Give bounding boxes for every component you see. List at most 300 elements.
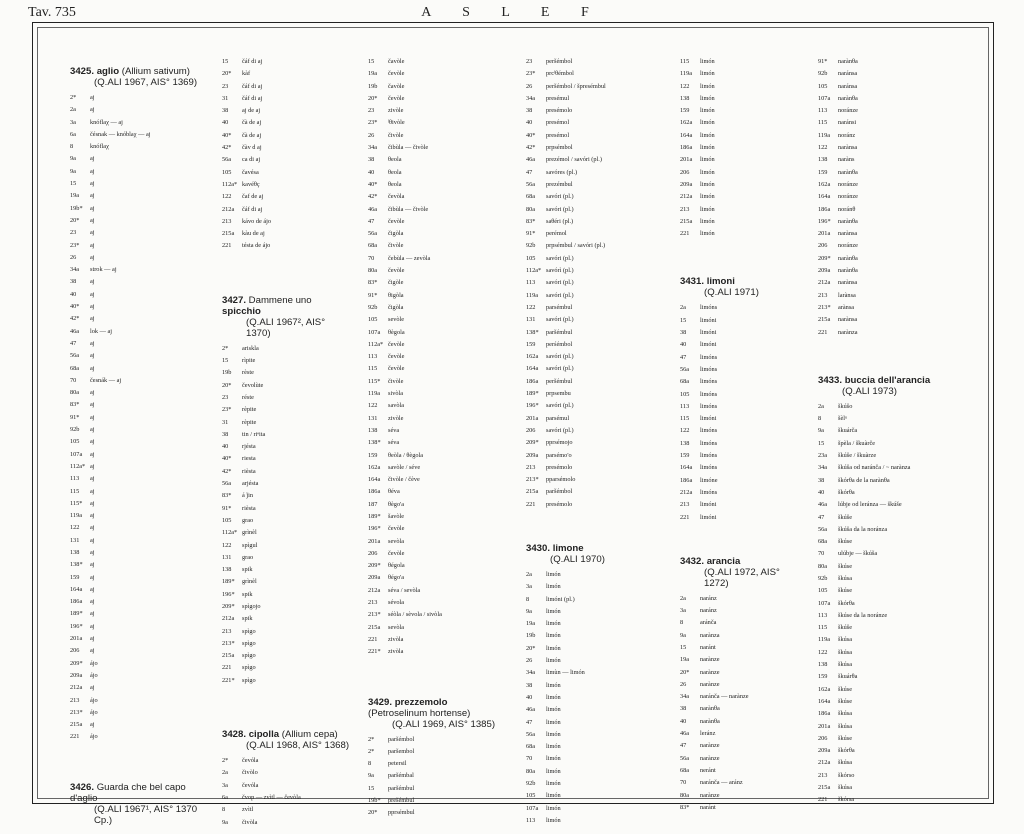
locality-code: 138 [680, 439, 690, 447]
dialect-form: aj [90, 401, 95, 409]
form-row [70, 721, 198, 733]
locality-code: 83* [222, 492, 232, 500]
form-row [222, 578, 352, 590]
dialect-form: čevòle [388, 94, 405, 102]
dialect-form: presémol [546, 119, 570, 127]
locality-code: 83* [680, 803, 690, 811]
dialect-form: pprsémbul [388, 809, 415, 817]
locality-code: 115 [368, 365, 378, 373]
form-row [70, 229, 198, 241]
locality-code: 40* [222, 131, 232, 139]
dialect-form: ájo [90, 708, 98, 716]
dialect-form: prezémbul [546, 180, 573, 188]
form-row [526, 255, 656, 267]
form-row [70, 660, 198, 672]
locality-code: 15 [680, 316, 687, 324]
dialect-form: spik [242, 615, 253, 623]
locality-code: 91* [222, 504, 232, 512]
locality-code: 213* [222, 639, 235, 647]
dialect-form: čebùla — zevòla [388, 254, 431, 262]
form-row [818, 83, 958, 95]
dialect-form: rìpite [242, 357, 256, 365]
locality-code: 2* [222, 757, 229, 765]
locality-code: 215a [680, 217, 693, 225]
entry-heading [222, 295, 352, 339]
dialect-form: savóri (pl.) [546, 316, 574, 324]
form-row [680, 169, 805, 181]
dialect-form: arànsa [838, 303, 855, 311]
dialect-form: naránča — narànze [700, 693, 749, 701]
form-row [818, 193, 958, 205]
locality-code: 23* [70, 241, 80, 249]
form-row [526, 365, 656, 377]
locality-code: 201a [818, 722, 831, 730]
locality-code: 2* [222, 344, 229, 352]
locality-code: 159 [526, 340, 536, 348]
form-row [70, 119, 198, 131]
form-row [680, 181, 805, 193]
form-row [680, 156, 805, 168]
form-row [818, 636, 958, 648]
form-row [680, 354, 805, 366]
locality-code: 40 [222, 443, 229, 451]
form-row [70, 414, 198, 426]
atlas-title: A S L E F [421, 5, 603, 20]
form-row [222, 357, 352, 369]
form-row [680, 70, 805, 82]
form-row [818, 550, 958, 562]
form-row [222, 529, 352, 541]
plate-number: Tav. 735 [28, 5, 76, 20]
dialect-form: aránča [700, 619, 717, 627]
locality-code: 138 [70, 548, 80, 556]
dialect-form: narànθa [838, 168, 858, 176]
locality-code: 23 [222, 393, 229, 401]
form-row [680, 83, 805, 95]
form-row [222, 107, 352, 119]
form-row [526, 731, 656, 743]
locality-code: 189* [526, 390, 539, 398]
form-row [526, 230, 656, 242]
entry-source: (Q.ALI 1967, AIS° 1369) [94, 77, 198, 88]
locality-code: 19b [368, 82, 378, 90]
form-row [70, 512, 198, 524]
locality-code: 38 [680, 329, 687, 337]
locality-code: 34a [818, 464, 828, 472]
form-row [680, 218, 805, 230]
locality-code: 9a [70, 167, 76, 175]
entry-lemma: buccia dell'arancia [844, 374, 931, 386]
dialect-form: aj [90, 106, 95, 114]
form-row [526, 341, 656, 353]
locality-code: 119a [818, 131, 831, 139]
dialect-form: aj de aj [242, 107, 261, 115]
dialect-form: rièsta [242, 467, 256, 475]
dialect-form: limón [546, 657, 561, 665]
form-row [368, 636, 498, 648]
locality-code: 2a [526, 570, 532, 578]
locality-code: 68a [818, 538, 828, 546]
form-row [222, 455, 352, 467]
dialect-form: čivòla [242, 818, 258, 826]
entry-number: 3427. [222, 294, 247, 306]
dialect-form: narànθa [700, 705, 720, 713]
form-row [680, 452, 805, 464]
locality-code: 164a [818, 697, 831, 705]
form-row [222, 677, 352, 689]
form-row [818, 415, 958, 427]
form-row [70, 131, 198, 143]
locality-code: 56a [818, 525, 828, 533]
dialect-form: perśémbol [546, 340, 573, 348]
locality-code: 209* [70, 659, 83, 667]
locality-code: 105 [818, 587, 828, 595]
dialect-form: limóni (pl.) [546, 595, 575, 603]
form-row [818, 489, 958, 501]
locality-code: 46a [818, 501, 828, 509]
locality-code: 215a [222, 230, 235, 238]
form-row [222, 615, 352, 627]
dialect-form: čivòle [388, 377, 404, 385]
dialect-form: narànθa [838, 254, 858, 262]
locality-code: 209a [70, 671, 83, 679]
locality-code: 138 [222, 566, 232, 574]
form-row [526, 132, 656, 144]
locality-code: 20* [526, 644, 536, 652]
dialect-form: limóns [700, 488, 718, 496]
form-row [680, 366, 805, 378]
dialect-form: paršémbul [546, 328, 573, 336]
form-row [680, 656, 805, 668]
dialect-form: česnák — aj [90, 376, 122, 384]
form-row [368, 119, 498, 131]
locality-code: 164a [818, 193, 831, 201]
locality-code: 209* [368, 562, 381, 570]
form-row [70, 168, 198, 180]
locality-code: 3a [526, 583, 532, 591]
form-row [222, 443, 352, 455]
entry-lemma: cipolla [248, 729, 280, 741]
locality-code: 26 [526, 657, 533, 665]
form-row [70, 155, 198, 167]
locality-code: 8 [222, 806, 226, 814]
locality-code: 159 [70, 573, 80, 581]
dialect-form: presémolo [546, 463, 573, 471]
dialect-form: aj [90, 352, 95, 360]
form-row [70, 365, 198, 377]
form-row [368, 341, 498, 353]
locality-code: 70 [368, 254, 375, 262]
dialect-form: limón [546, 767, 561, 775]
dialect-form: spik [242, 590, 253, 598]
locality-code: 213 [368, 599, 378, 607]
dialect-form: čigòla [388, 230, 404, 238]
dialect-form: limón [546, 755, 561, 763]
entry-heading [526, 543, 656, 565]
dialect-form: narànθa [838, 58, 858, 65]
locality-code: 40 [526, 119, 533, 127]
page-header [0, 0, 1024, 22]
locality-code: 159 [680, 452, 690, 460]
locality-code: 105 [368, 316, 378, 324]
locality-code: 19b* [368, 797, 381, 805]
dialect-form: limón [546, 718, 561, 726]
locality-code: 119a [818, 636, 831, 644]
dialect-form: čésnak — knóblaχ — aj [90, 130, 151, 138]
form-row [818, 735, 958, 747]
dialect-form: parsémbul [546, 303, 573, 311]
form-row [222, 794, 352, 806]
locality-code: 38 [222, 107, 229, 115]
dialect-form: šèlᵘ [838, 415, 848, 423]
dialect-form: knóflaχ [90, 143, 109, 151]
dialect-form: limón [700, 82, 715, 90]
form-row [818, 206, 958, 218]
dialect-form: limón [546, 583, 561, 591]
locality-code: 8 [680, 619, 684, 627]
form-row [70, 537, 198, 549]
dialect-form: škúše [838, 624, 852, 632]
locality-code: 31 [222, 94, 229, 102]
locality-code: 20* [222, 381, 232, 389]
dialect-form: aj [90, 622, 95, 630]
locality-code: 46a [680, 730, 690, 738]
form-row [368, 242, 498, 254]
locality-code: 68a [526, 193, 536, 201]
form-row [368, 415, 498, 427]
form-row [526, 719, 656, 731]
form-row [368, 390, 498, 402]
form-row [70, 488, 198, 500]
form-row [70, 242, 198, 254]
locality-code: 20* [368, 809, 378, 817]
locality-code: 186a [818, 710, 831, 718]
locality-code: 9a [818, 427, 824, 435]
form-row [368, 58, 498, 70]
locality-code: 42* [222, 144, 232, 152]
form-row [680, 619, 805, 631]
form-row [526, 768, 656, 780]
form-row [70, 574, 198, 586]
form-row [222, 628, 352, 640]
locality-code: 34a [70, 266, 80, 274]
dialect-form: škúse da la noránze [838, 611, 888, 619]
dialect-form: čáf di aj [242, 58, 263, 65]
dialect-form: čivòlo [242, 769, 258, 777]
form-row [680, 792, 805, 804]
dialect-form: aj [90, 253, 95, 261]
dialect-form: savóri (pl.) [546, 353, 574, 361]
dialect-form: škúse [838, 538, 852, 546]
dialect-form: savóri (pl.) [546, 254, 574, 262]
entry-lemma: arancia [706, 555, 741, 567]
dialect-form: noránze [838, 180, 858, 188]
locality-code: 138* [526, 328, 539, 336]
entry-heading [70, 66, 198, 88]
locality-code: 122 [818, 648, 828, 656]
dialect-form: limón [546, 644, 561, 652]
form-row [368, 316, 498, 328]
locality-code: 40 [526, 693, 533, 701]
locality-code: 138* [70, 561, 83, 569]
dialect-form: aj [90, 364, 95, 372]
form-row [680, 464, 805, 476]
dialect-form: arjésta [242, 480, 259, 488]
form-row [526, 501, 656, 513]
entry-number: 3425. [70, 66, 95, 77]
locality-code: 56a [368, 230, 378, 238]
form-row [680, 95, 805, 107]
dialect-form: zivòle [388, 107, 404, 115]
form-row [818, 710, 958, 722]
dialect-form: čà de aj [242, 119, 262, 127]
dialect-form: petersil [388, 760, 407, 768]
locality-code: 115 [680, 58, 690, 65]
dialect-form: paršémbol [388, 735, 415, 743]
form-row [70, 524, 198, 536]
dialect-form: θigòla [388, 291, 404, 299]
locality-code: 3a [222, 781, 228, 789]
form-row [70, 340, 198, 352]
dialect-form: aj [90, 524, 95, 532]
form-row [222, 218, 352, 230]
dialect-form: aj [90, 647, 95, 655]
locality-code: 159 [818, 673, 828, 681]
form-row [680, 206, 805, 218]
dialect-form: limóns [700, 402, 718, 410]
dialect-form: škórθa [838, 488, 855, 496]
locality-code: 42* [526, 144, 536, 152]
dialect-form: narànza [700, 631, 720, 639]
locality-code: 34a [526, 94, 536, 102]
form-row [818, 563, 958, 575]
form-row [818, 304, 958, 316]
dialect-form: aj [90, 389, 95, 397]
dialect-form: prpsémbul / savóri (pl.) [546, 242, 606, 250]
dialect-form: škuárča [838, 427, 858, 435]
locality-code: 40* [222, 455, 232, 463]
form-row [368, 132, 498, 144]
locality-code: 105 [818, 82, 828, 90]
dialect-form: strok — aj [90, 266, 117, 274]
dialect-form: rjésta [242, 443, 256, 451]
form-row [368, 809, 498, 821]
form-row [70, 205, 198, 217]
dialect-form: noránz [838, 131, 856, 139]
locality-code: 15 [368, 58, 375, 65]
dialect-form: savóri (pl.) [546, 365, 574, 373]
form-row [818, 649, 958, 661]
dialect-form: aj [90, 438, 95, 446]
locality-code: 215a [70, 721, 83, 729]
form-row [680, 477, 805, 489]
dialect-form: čibùla — čivòle [388, 144, 429, 152]
form-row [368, 611, 498, 623]
dialect-form: škúsa [838, 574, 852, 582]
form-row [526, 316, 656, 328]
dialect-form: čevòle [388, 525, 405, 533]
locality-code: 115 [70, 487, 80, 495]
locality-code: 47 [818, 513, 825, 521]
locality-code: 221 [818, 796, 828, 804]
locality-code: 162a [818, 180, 831, 188]
dialect-form: limón [546, 620, 561, 628]
locality-code: 113 [526, 279, 536, 287]
locality-code: 164a [70, 585, 83, 593]
locality-code: 9a [526, 607, 532, 615]
entry-heading [368, 697, 498, 730]
dialect-form: narànθa [700, 717, 720, 725]
dialect-form: aj [90, 499, 95, 507]
dialect-form: limón [700, 193, 715, 201]
locality-code: 15 [680, 643, 687, 651]
form-row [222, 566, 352, 578]
locality-code: 187 [368, 500, 378, 508]
dialect-form: čavòle [388, 82, 405, 90]
dialect-form: prcˡθémbol [546, 70, 574, 78]
locality-code: 26 [70, 253, 77, 261]
form-row [70, 438, 198, 450]
locality-code: 47 [526, 718, 533, 726]
form-row [818, 747, 958, 759]
locality-code: 186a [70, 598, 83, 606]
locality-code: 212a [680, 193, 693, 201]
locality-code: 221* [368, 648, 381, 656]
dialect-form: savóri (pl.) [546, 402, 574, 410]
dialect-form: limón [700, 131, 715, 139]
locality-code: 162a [680, 119, 693, 127]
dialect-form: narànθa [838, 94, 858, 102]
locality-code: 20* [70, 216, 80, 224]
locality-code: 162a [526, 353, 539, 361]
form-row [368, 83, 498, 95]
locality-code: 212a [818, 759, 831, 767]
form-row [368, 218, 498, 230]
locality-code: 201a [818, 230, 831, 238]
locality-code: 209* [222, 602, 235, 610]
locality-code: 40 [222, 119, 229, 127]
form-row [222, 782, 352, 794]
form-row [368, 538, 498, 550]
locality-code: 186a [680, 144, 693, 152]
locality-code: 38 [526, 107, 533, 115]
form-row [222, 819, 352, 831]
dialect-form: limón [546, 780, 561, 788]
locality-code: 68a [70, 364, 80, 372]
form-row [368, 279, 498, 291]
locality-code: 196* [526, 402, 539, 410]
dialect-form: ca di aj [242, 156, 261, 164]
form-row [70, 463, 198, 475]
locality-code: 80a [818, 562, 828, 570]
dialect-form: škúsa [838, 636, 852, 644]
dialect-form: ulúbje — škúša [838, 550, 878, 558]
dialect-form: larànsa [838, 291, 856, 299]
form-row [222, 517, 352, 529]
locality-code: 70 [70, 376, 77, 384]
locality-code: 212a [368, 586, 381, 594]
dialect-form: škúše / škuàrze [838, 452, 877, 460]
dialect-form: limón [546, 743, 561, 751]
dialect-form: limón [546, 570, 561, 578]
form-row [818, 698, 958, 710]
dialect-form: limón [546, 632, 561, 640]
form-row [526, 144, 656, 156]
dialect-form: pparsémolo [546, 476, 576, 484]
dialect-form: naránsa [838, 82, 858, 90]
form-row [526, 107, 656, 119]
locality-code: 56a [526, 180, 536, 188]
